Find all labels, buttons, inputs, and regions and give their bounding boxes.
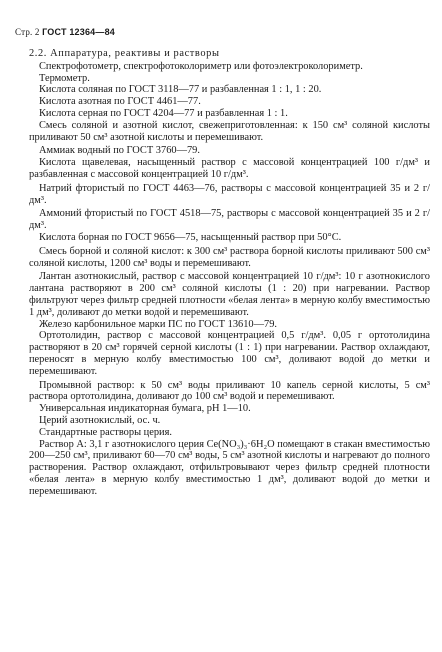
paragraph: Церий азотнокислый, ос. ч. [39, 414, 161, 426]
paragraph: Аммиак водный по ГОСТ 3760—79. [39, 145, 200, 157]
paragraph: Кислота азотная по ГОСТ 4461—77. [39, 96, 201, 108]
paragraph: Смесь соляной и азотной кислот, свежеприготовленная: к 150 см³ соляной кислоты приливают 50 см³ азотной кислоты и перемешивают. [29, 119, 430, 143]
paragraph: Стандартные растворы церия. [39, 426, 172, 438]
document-body [29, 48, 430, 497]
paragraph: Промывной раствор: к 50 см³ воды приливают 10 капель серной кислоты, 5 см³ раствора ортотолидина, доливают до 100 см³ водой и перемешивают. [29, 379, 430, 403]
paragraph: Кислота борная по ГОСТ 9656—75, насыщенный раствор при 50°С. [39, 231, 342, 243]
paragraph: Аммоний фтористый по ГОСТ 4518—75, растворы с массовой концентрацией 35 и 2 г/дм³. [29, 208, 430, 232]
paragraph: Ортотолидин, раствор с массовой концентрацией 0,5 г/дм³. 0,05 г ортотолидина растворяют в 20 см³ горячей серной кислоты (1 : 1) при нагревании. Раствор охлаждают, переносят в мерную колбу вместимостью 100 см³, доливают водой до метки и перемешивают. [29, 330, 430, 377]
page-label: Стр. 2 [15, 27, 40, 37]
section-heading: 2.2. Аппаратура, реактивы и растворы [29, 48, 220, 59]
paragraph: Кислота серная по ГОСТ 4204—77 и разбавленная 1 : 1. [39, 107, 288, 119]
standard-number: ГОСТ 12364—84 [42, 27, 115, 37]
paragraph: Термометр. [39, 72, 90, 84]
paragraph: Универсальная индикаторная бумага, рН 1—10. [39, 403, 251, 415]
paragraph: Раствор А: 3,1 г азотнокислого церия Ce(NO₃)₃·6H₂O помещают в стакан вместимостью 200—250 см³, приливают 60—70 см³ воды, 5 см³ азотной кислоты и нагревают до полного растворения. Раствор охлаждают, отфильтровывают через фильтр средней плотности «белая лента» в мерную колбу вместимостью 1 дм³, доливают водой до метки и перемешивают. [29, 438, 430, 497]
paragraph: Кислота соляная по ГОСТ 3118—77 и разбавленная 1 : 1, 1 : 20. [39, 84, 322, 96]
paragraph: Спектрофотометр, спектрофотоколориметр или фотоэлектроколориметр. [39, 60, 363, 72]
page-header [15, 27, 115, 37]
paragraph: Лантан азотнокислый, раствор с массовой концентрацией 10 г/дм³: 10 г азотнокислого лантана растворяют в 200 см³ соляной кислоты (1 : 20) при нагревании. Раствор фильтруют через фильтр средней плотности «белая лента» в мерную колбу вместимостью 1 дм³, доливают до метки водой и перемешивают. [29, 271, 430, 318]
paragraph: Натрий фтористый по ГОСТ 4463—76, растворы с массовой концентрацией 35 и 2 г/дм³. [29, 182, 430, 206]
paragraph: Смесь борной и соляной кислот: к 300 см³ раствора борной кислоты приливают 500 см³ соляной кислоты, 1200 см³ воды и перемешивают. [29, 245, 430, 269]
paragraph: Железо карбонильное марки ПС по ГОСТ 13610—79. [39, 318, 277, 330]
paragraph: Кислота щавелевая, насыщенный раствор с массовой концентрацией 100 г/дм³ и разбавленная с массовой концентрацией 10 г/дм³. [29, 157, 430, 180]
